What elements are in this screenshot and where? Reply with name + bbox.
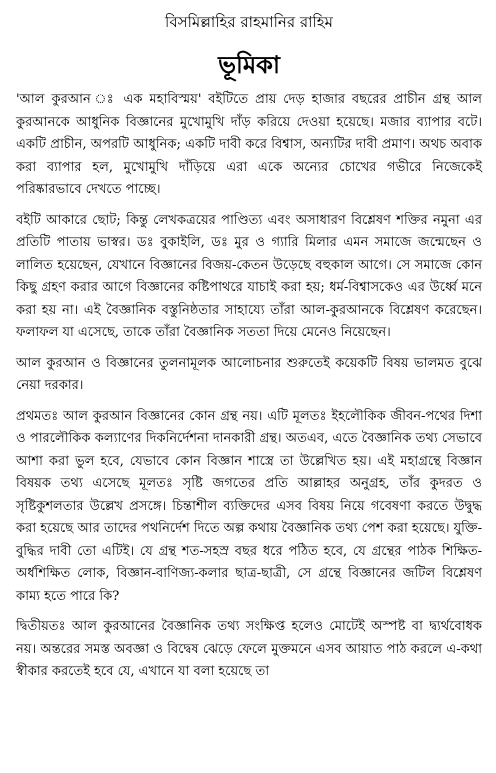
bismillah-heading: বিসমিল্লাহির রাহমানির রাহিম bbox=[165, 13, 333, 31]
page-title: ভূমিকা bbox=[218, 50, 280, 79]
paragraph-comparison: আল কুরআন ও বিজ্ঞানের তুলনামূলক আলোচনার শুরুতেই কয়েকটি বিষয় ভালমত বুঝে নেয়া দরকার। bbox=[16, 355, 482, 393]
paragraph-authors: বইটি আকারে ছোট; কিন্তু লেখকত্রয়ের পাণ্ডিত্য এবং অসাধারণ বিশ্লেষণ শক্তির নমুনা এর প্রতিটি পাতায় ভাস্বর। ডঃ বুকাইলি, ডঃ মুর ও গ্যারি মিলার এমন সমাজে জন্মেছেন ও লালিত হয়েছেন, যেখানে বিজ্ঞানের বিজয়-কেতন উড়েছে বহুকাল আগে। সে সমাজে কোন কিছু গ্রহণ করার আগে বিজ্ঞানের কষ্টিপাথরে যাচাই করা হয়; ধর্ম-বিশ্বাসকেও এর উর্ধ্বে মনে করা হয় না। এই বৈজ্ঞানিক বস্তুনিষ্ঠতার সাহায্যে তাঁরা আল-কুরআনকে বিশ্লেষণ করেছেন। ফলাফল যা এসেছে, তাকে তাঁরা বৈজ্ঞানিক সততা দিয়ে মেনেও নিয়েছেন। bbox=[16, 212, 482, 340]
paragraph-second-point: দ্বিতীয়তঃ আল কুরআনের বৈজ্ঞানিক তথ্য সংক্ষিপ্ত হলেও মোটেই অস্পষ্ট বা দ্ব্যর্থবোধক নয়। অন্তরের সমস্ত অবজ্ঞা ও বিদ্বেষ ঝেড়ে ফেলে মুক্তমনে এসব আয়াত পাঠ করলে এ-কথা স্বীকার করতেই হবে যে, এখানে যা বলা হয়েছে তা bbox=[16, 619, 482, 679]
paragraph-intro: 'আল কুরআন ঃ এক মহাবিস্ময়' বইটিতে প্রায় দেড় হাজার বছরের প্রাচীন গ্রন্থ আল কুরআনকে আধুনিক বিজ্ঞানের মুখোমুখি দাঁড় করিয়ে দেওয়া হয়েছে। মজার ব্যাপার বটে। একটি প্রাচীন, অপরটি আধুনিক; একটি দাবী করে বিশ্বাস, অন্যটির দাবী প্রমাণ। অথচ অবাক করা ব্যাপার হল, মুখোমুখি দাঁড়িয়ে এরা একে অন্যের চোখের গভীরে নিজেকেই পরিষ্কারভাবে দেখতে পাচ্ছে। bbox=[16, 92, 482, 197]
paragraph-first-point: প্রথমতঃ আল কুরআন বিজ্ঞানের কোন গ্রন্থ নয়। এটি মূলতঃ ইহলৌকিক জীবন-পথের দিশা ও পারলৌকিক কল্যাণের দিকনির্দেশনা দানকারী গ্রন্থ। অতএব, এতে বৈজ্ঞানিক তথ্য সেভাবে আশা করা ভুল হবে, যেভাবে কোন বিজ্ঞান শাস্ত্রে তা উল্লেখিত হয়। এই মহাগ্রন্থে বিজ্ঞান বিষয়ক তথ্য এসেছে মূলতঃ সৃষ্টি জগতের প্রতি আল্লাহর অনুগ্রহ, তাঁর কুদরত ও সৃষ্টিকুশলতার উল্লেখ প্রসঙ্গে। চিন্তাশীল ব্যক্তিদের এসব বিষয় নিয়ে গবেষণা করতে উদ্বুদ্ধ করা হয়েছে আর তাদের পথনির্দেশ দিতে অল্প কথায় বৈজ্ঞানিক তথ্য পেশ করা হয়েছে। যুক্তি-বুদ্ধির দাবী তো এটিই। যে গ্রন্থ শত-সহস্র বছর ধরে পঠিত হবে, যে গ্রন্থের পাঠক শিক্ষিত-অর্ধশিক্ষিত লোক, বিজ্ঞান-বাণিজ্য-কলার ছাত্র-ছাত্রী, সে গ্রন্থে বিজ্ঞানের জটিল বিশ্লেষণ কাম্য হতে পারে কি? bbox=[16, 408, 482, 604]
